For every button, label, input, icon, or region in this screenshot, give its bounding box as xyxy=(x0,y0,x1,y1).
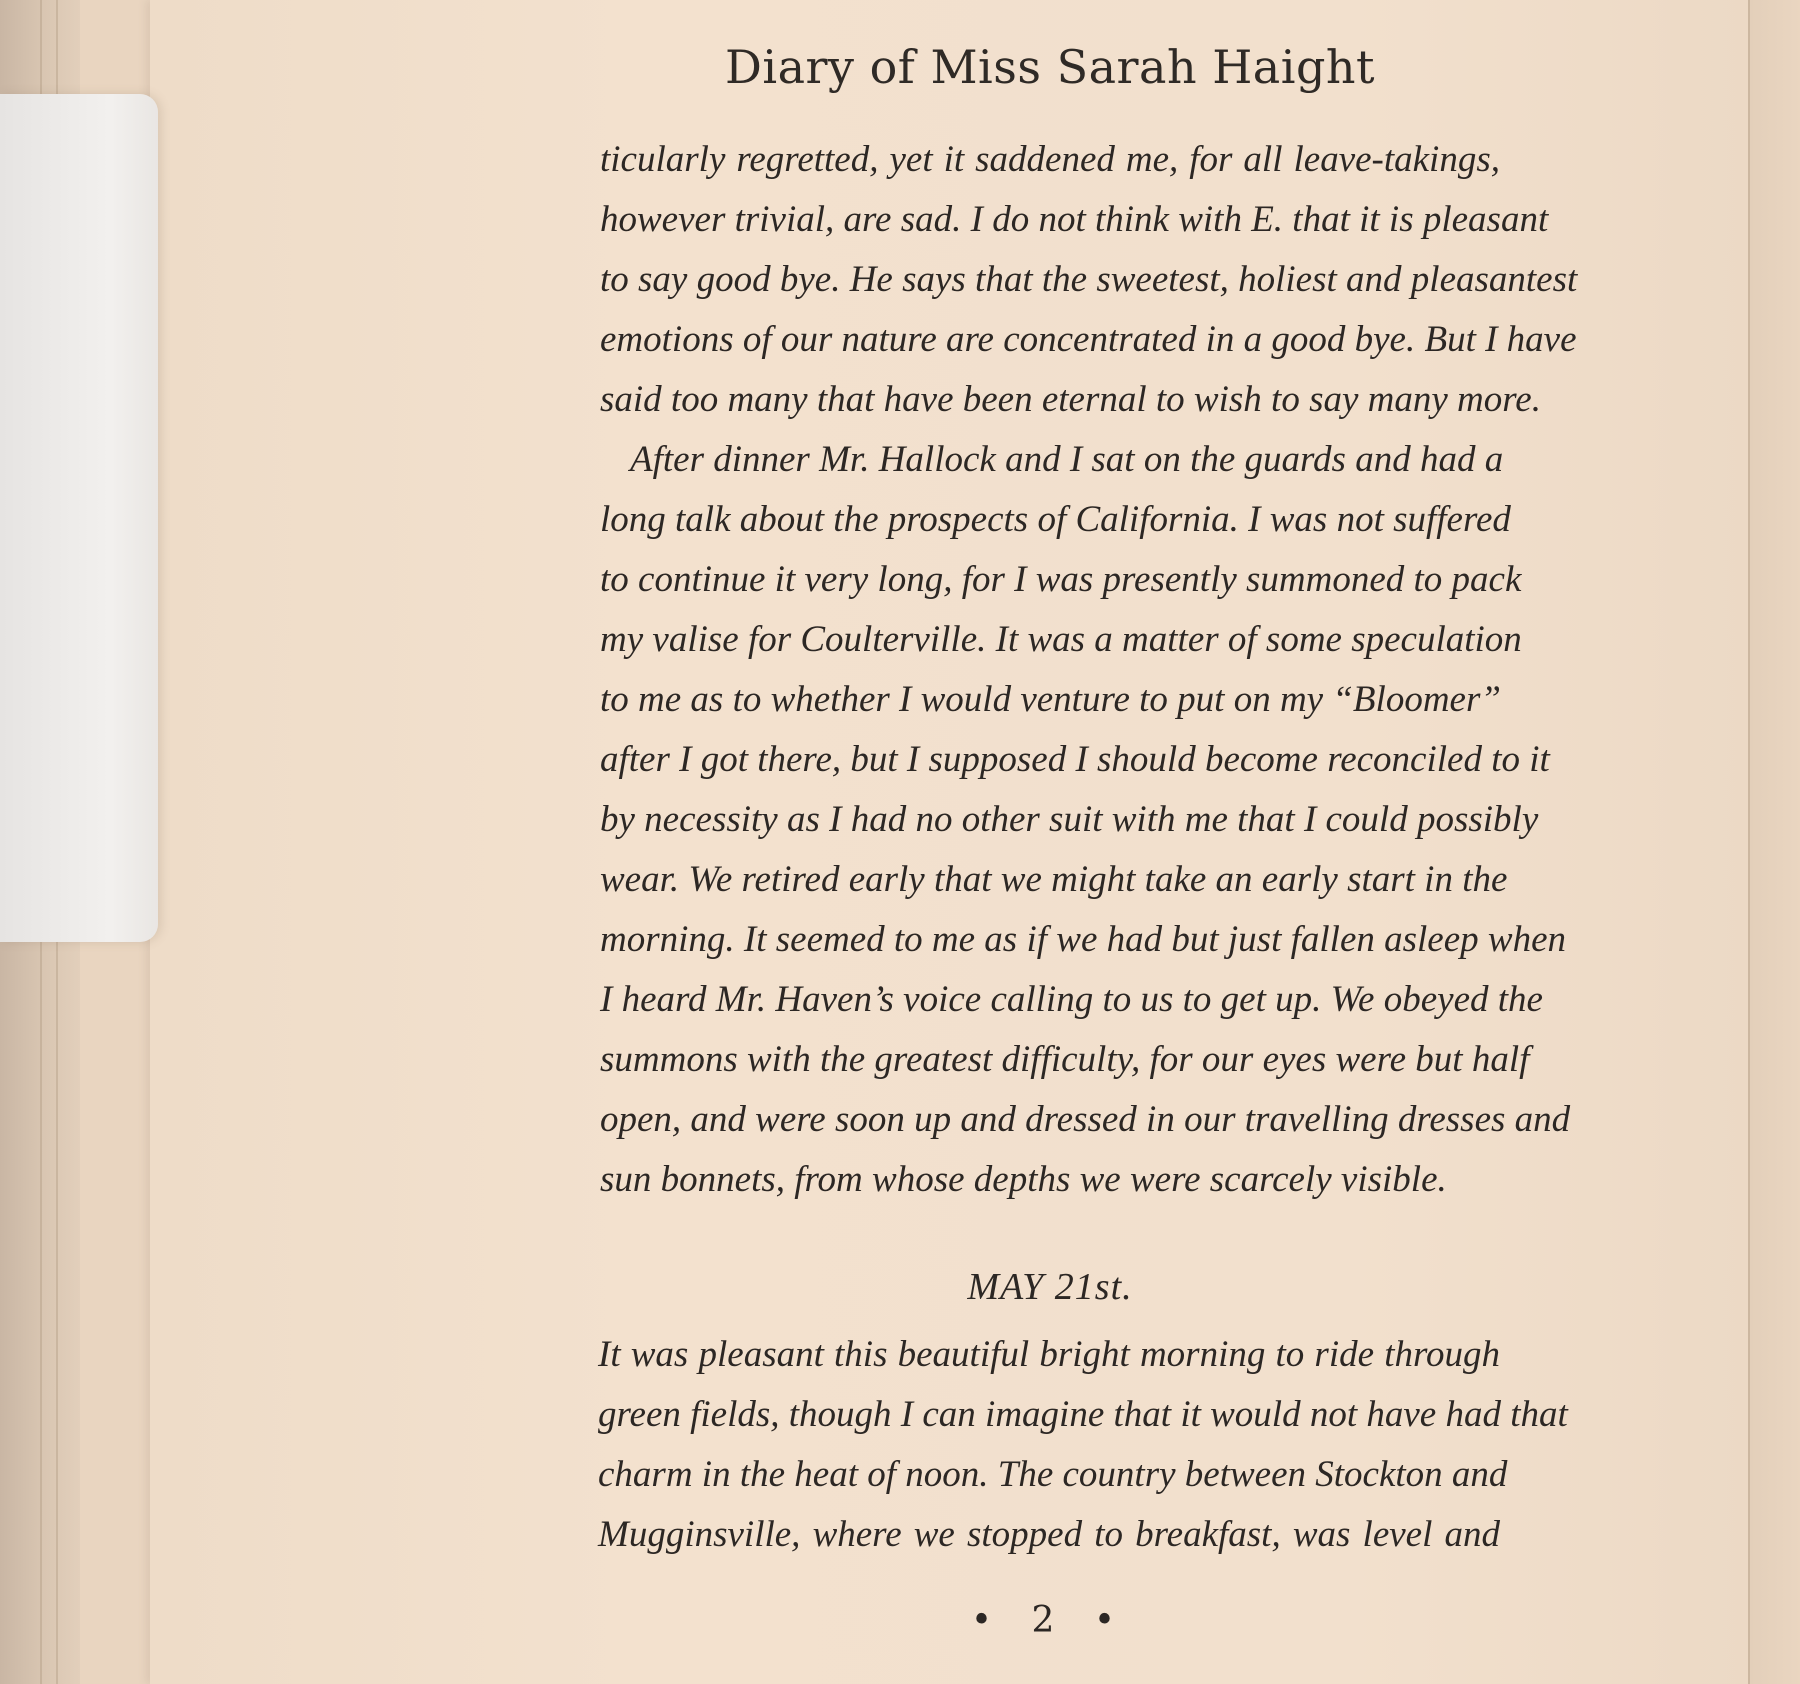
running-head: Diary of Miss Sarah Haight xyxy=(724,40,1375,94)
text-line: Mugginsville, where we stopped to breakfast, was level and xyxy=(598,1514,1500,1555)
text-line: charm in the heat of noon. The country between Stockton and xyxy=(598,1454,1508,1495)
text-line: ticularly regretted, yet it saddened me, for all leave-takings, xyxy=(600,139,1500,180)
text-line: sun bonnets, from whose depths we were scarcely visible. xyxy=(600,1159,1447,1200)
body-text-continued xyxy=(598,1325,1568,1565)
page-number: • 2 • xyxy=(970,1600,1130,1641)
text-line: green fields, though I can imagine that it would not have had that xyxy=(598,1394,1568,1435)
text-line: to continue it very long, for I was presently summoned to pack xyxy=(600,559,1522,600)
text-line: wear. We retired early that we might take an early start in the xyxy=(600,859,1508,900)
body-text xyxy=(600,130,1578,1210)
text-line: After dinner Mr. Hallock and I sat on the guards and had a xyxy=(630,439,1504,480)
text-line: to say good bye. He says that the sweetest, holiest and pleasantest xyxy=(600,259,1578,300)
bookmark-tab xyxy=(0,94,158,942)
page-right-edge xyxy=(1748,0,1800,1684)
text-line: summons with the greatest difficulty, for our eyes were but half xyxy=(600,1039,1530,1080)
text-line: open, and were soon up and dressed in our travelling dresses and xyxy=(600,1099,1571,1140)
text-line: I heard Mr. Haven’s voice calling to us to get up. We obeyed the xyxy=(600,979,1543,1020)
text-line: morning. It seemed to me as if we had but just fallen asleep when xyxy=(600,919,1566,960)
text-line: It was pleasant this beautiful bright morning to ride through xyxy=(598,1334,1500,1375)
text-line: emotions of our nature are concentrated in a good bye. But I have xyxy=(600,319,1577,360)
text-line: said too many that have been eternal to wish to say many more. xyxy=(600,379,1541,420)
text-line: my valise for Coulterville. It was a matter of some speculation xyxy=(600,619,1522,660)
text-line: long talk about the prospects of California. I was not suffered xyxy=(600,499,1511,540)
text-line: to me as to whether I would venture to put on my “Bloomer” xyxy=(600,679,1501,720)
text-line: by necessity as I had no other suit with me that I could possibly xyxy=(600,799,1539,840)
date-heading: MAY 21st. xyxy=(967,1266,1133,1308)
text-line: however trivial, are sad. I do not think with E. that it is pleasant xyxy=(600,199,1549,240)
text-line: after I got there, but I supposed I should become reconciled to it xyxy=(600,739,1550,780)
